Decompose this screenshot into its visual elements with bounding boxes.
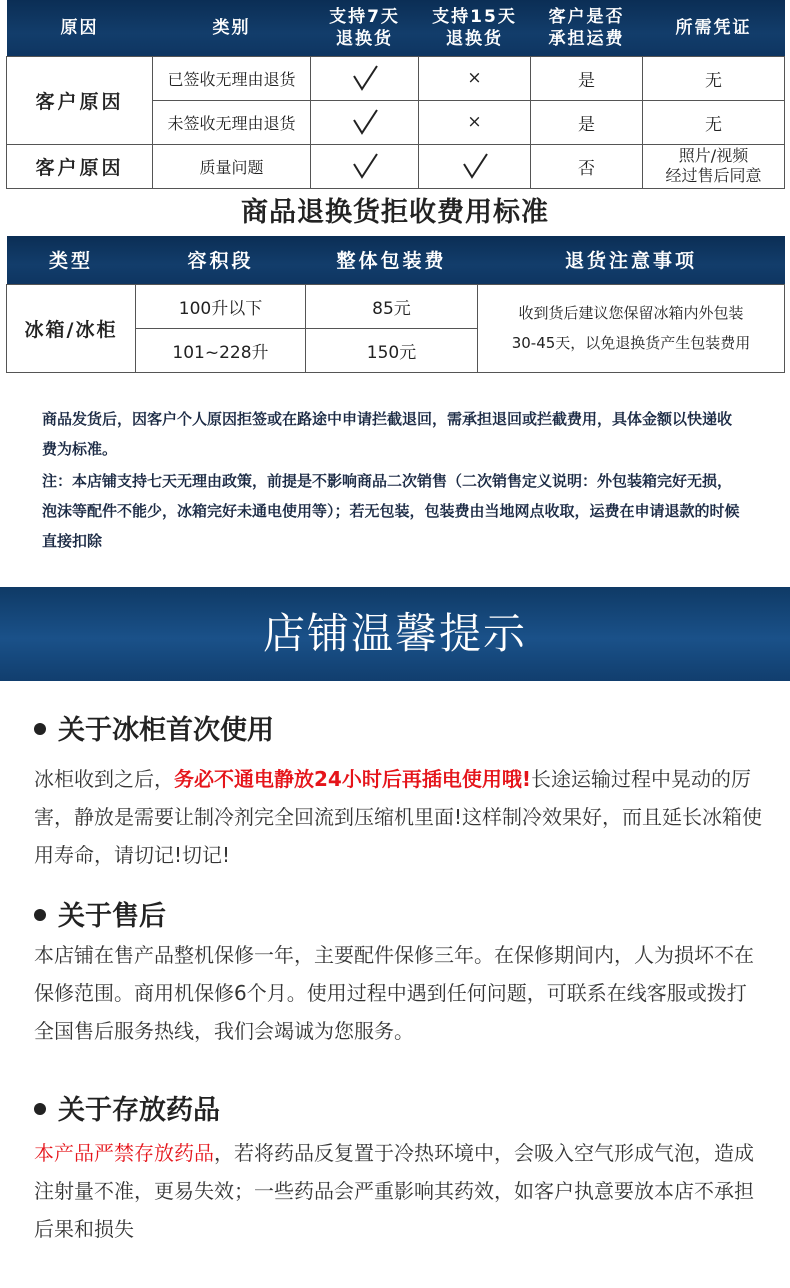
warning-highlight: 务必不通电静放24小时后再插电使用哦! [174,767,531,791]
section-heading-first-use [34,708,274,747]
header-7day [311,0,419,56]
reason-cell: 客户原因 [7,144,153,188]
d15-cell [419,144,531,188]
section-body-first-use [34,760,764,874]
header-7day-text: 支持7天 退换货 [329,6,400,49]
packaging-fee-header-row [7,236,785,284]
header-pack-fee: 整体包装费 [306,236,478,284]
volume-cell: 101~228升 [136,328,306,372]
header-freight-text: 客户是否 承担运费 [548,6,625,49]
header-volume: 容积段 [136,236,306,284]
section-heading-after-sales [34,894,166,933]
header-15day [419,0,531,56]
d7-cell [311,144,419,188]
checkmark-icon [460,151,490,181]
proof-cell: 无 [643,56,785,100]
notes-cell [478,284,785,372]
table-row [7,56,785,100]
bullet-icon [34,1103,46,1115]
section-body-medicine [34,1134,764,1248]
warning-highlight: 本产品严禁存放药品 [34,1141,214,1165]
d15-cell: × [419,100,531,144]
header-type: 类型 [7,236,136,284]
return-policy-header-row [7,0,785,56]
proof-cell: 无 [643,100,785,144]
header-proof: 所需凭证 [643,0,785,56]
reason-cell: 客户原因 [7,56,153,144]
packaging-fee-table [6,236,785,373]
section-text: 长途运输过程中晃动的厉害，静放是需要让制冷剂完全回流到压缩机里面!这样制冷效果好，而且延长冰箱使用寿命，请切记!切记! [34,767,763,867]
d7-cell [311,100,419,144]
checkmark-icon [350,63,380,93]
section-text: 冰柜收到之后， [34,767,174,791]
freight-cell: 是 [531,56,643,100]
table-row [7,144,785,188]
fee-cell: 85元 [306,284,478,328]
header-category: 类别 [153,0,311,56]
proof-cell-text: 照片/视频 经过售后同意 [665,146,762,185]
header-15day-text: 支持15天 退换货 [432,6,517,49]
checkmark-icon [350,107,380,137]
bullet-icon [34,723,46,735]
freight-cell: 否 [531,144,643,188]
section-heading-medicine [34,1088,220,1127]
header-freight [531,0,643,56]
fee-standard-title: 商品退换货拒收费用标准 [241,197,549,228]
tips-banner [0,587,790,681]
d7-cell [311,56,419,100]
proof-cell [643,144,785,188]
intercept-fee-note: 商品发货后，因客户个人原因拒签或在路途中申请拦截退回，需承担退回或拦截费用，具体金额以快递收费为标准。 [42,410,733,458]
banner-title: 店铺温馨提示 [262,609,527,658]
section-heading-text: 关于售后 [58,901,166,932]
fee-cell: 150元 [306,328,478,372]
seven-day-policy-note: 注：本店铺支持七天无理由政策，前提是不影响商品二次销售（二次销售定义说明：外包装箱完好无损，泡沫等配件不能少，冰箱完好未通电使用等）；若无包装，包装费由当地网点收取，运费在申请退款的时候直接扣除 [42,472,740,550]
freight-cell: 是 [531,100,643,144]
category-cell: 质量问题 [153,144,311,188]
header-reason: 原因 [7,0,153,56]
category-cell: 未签收无理由退货 [153,100,311,144]
section-heading-text: 关于存放药品 [58,1095,220,1126]
return-policy-table [6,0,785,189]
d15-cell: × [419,56,531,100]
checkmark-icon [350,151,380,181]
type-cell: 冰箱/冰柜 [7,284,136,372]
table-row [7,284,785,328]
section-heading-text: 关于冰柜首次使用 [58,715,274,746]
volume-cell: 100升以下 [136,284,306,328]
category-cell: 已签收无理由退货 [153,56,311,100]
bullet-icon [34,909,46,921]
section-body-after-sales: 本店铺在售产品整机保修一年，主要配件保修三年。在保修期间内，人为损坏不在保修范围。商用机保修6个月。使用过程中遇到任何问题，可联系在线客服或拨打全国售后服务热线，我们会竭诚为您服务。 [34,943,754,1043]
notes-text: 收到货后建议您保留冰箱内外包装 30-45天，以免退换货产生包装费用 [511,304,751,352]
section-text: ，若将药品反复置于冷热环境中，会吸入空气形成气泡，造成注射量不准，更易失效；一些药品会严重影响其药效，如客户执意要放本店不承担后果和损失 [34,1141,754,1241]
header-notes: 退货注意事项 [478,236,785,284]
